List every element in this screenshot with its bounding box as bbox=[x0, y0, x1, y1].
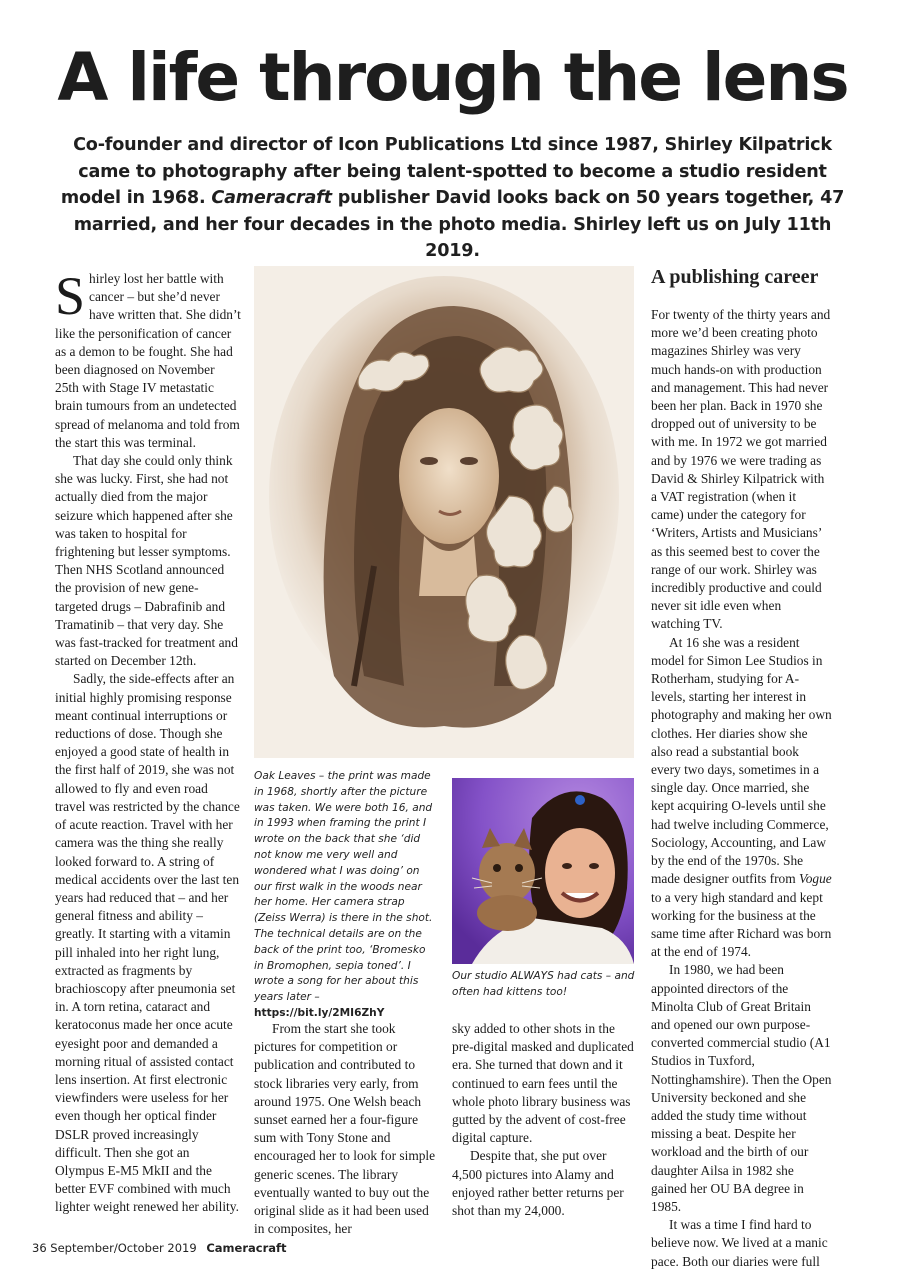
paragraph: Despite that, she put over 4,500 pictures into Alamy and enjoyed rather better returns per shot than my 24,000. bbox=[452, 1148, 624, 1219]
standfirst-text-1: Co-founder and director of Icon Publications Ltd since 1987, Shirley Kilpatrick came to photography after being talent-spotted to become a studio resident model in 1968. bbox=[60, 135, 832, 208]
article-column-3 bbox=[452, 1020, 635, 1220]
paragraph-text: At 16 she was a resident model for Simon Lee Studios in Rotherham, studying for A-levels, starting her interest in photography and making her own clothes. Her diaries show she also read a substantial book every two days, sometimes in a single day. Once married, she kept acquiring O-levels until she had twelve including Commerce, Sociology, Accounting, and Law by the end of the 1970s. She made designer outfits from bbox=[651, 634, 832, 887]
article-column-2 bbox=[254, 1020, 437, 1238]
page-number: 36 bbox=[32, 1241, 47, 1255]
paragraph: Sadly, the side-effects after an initial highly promising response meant continual interruptions or reductions of dose. Though she enjoyed a good state of health in the first half of 2019, she was not allowed to fly and even road travel was restricted by the chance of acute reaction. Travel with her camera was the thing she really looked forward to. A string of medical accidents over the last ten years had reduced that – and her general fitness and ability – greatly. It starting with a vitamin pill inhaled into her right lung, extracted as fragments by brachioscopy after pneumonia set in. A torn retina, cataract and keratoconus made her once acute eyesight poor and demanded a morning ritual of assisted contact lens insertion. At first electronic viewfinders were useless for her even though her optical finder DSLR proved increasingly difficult. Then she got an Olympus E-M5 MkII and the better EVF combined with much lighter weight renewed her ability. bbox=[55, 671, 240, 1215]
portrait-photo-oak-leaves bbox=[254, 266, 634, 758]
paragraph-text: hirley lost her battle with cancer – but she’d never have written that. She didn’t like the personification of cancer as a demon to be fought. She had been diagnosed on November 25th with Stage IV metastatic brain tumours from an undetected spread of melanoma and told from the start this was terminal. bbox=[55, 271, 241, 450]
drop-cap: S bbox=[55, 266, 86, 326]
standfirst bbox=[50, 132, 855, 265]
paragraph-text: to a very high standard and kept working for the business at the same time after Richard was born at the end of 1974. bbox=[651, 889, 832, 960]
paragraph: sky added to other shots in the pre-digital masked and duplicated era. She turned that down and it continued to earn fees until the whole photo library business was gutted by the advent of cost-free digital capture. bbox=[452, 1021, 634, 1146]
section-subhead: A publishing career bbox=[651, 266, 819, 288]
paragraph: It was a time I find hard to believe now. We lived at a manic pace. Both our diaries were full bbox=[651, 1217, 828, 1269]
paragraph: For twenty of the thirty years and more we’d been creating photo magazines Shirley was very much hands-on with production and management. This had never been her plan. Back in 1970 she dropped out of university to be with me. In 1972 we got married and by 1976 we were trading as David & Shirley Kilpatrick with a VAT registration (when it came) under the category for ‘Writers, Artists and Musicians’ as this seemed best to cover the range of our work. Shirley was incredibly productive and could never sit idle even when watching TV. bbox=[651, 307, 831, 632]
standfirst-magazine-name: Cameracraft bbox=[211, 188, 332, 208]
headline: A life through the lens bbox=[57, 39, 848, 116]
paragraph: In 1980, we had been appointed directors of the Minolta Club of Great Britain and opened our own purpose-converted commercial studio (A1 Studios in Tuxford, Nottinghamshire). Then the Open University beckoned and she added the study time without missing a beat. Despite her workload and the birth of our daughter Ailsa in 1982 she gained her OU BA degree in 1985. bbox=[651, 962, 832, 1214]
page-footer bbox=[32, 1241, 287, 1255]
portrait-illustration bbox=[254, 266, 634, 758]
article-column-1 bbox=[55, 266, 241, 1217]
paragraph: That day she could only think she was lucky. First, she had not actually died from the major seizure which happened after she was taken to hospital for frightening but lesser symptoms. Then NHS Scotland announced the provision of new gene-targeted drugs – Dabrafinib and Tramatinib – that very day. She was fast-tracked for treatment and started on December 12th. bbox=[55, 453, 238, 669]
photo-caption-cat: Our studio ALWAYS had cats – and often had kittens too! bbox=[452, 970, 635, 998]
paragraph bbox=[55, 266, 241, 452]
caption-text: Oak Leaves – the print was made in 1968, shortly after the picture was taken. We were both 16, and in 1993 when framing the print I wrote on the back that she ‘did not know me very well and wondered what I was doing’ on our first walk in the woods near her home. Her camera strap (Zeiss Werra) is there in the shot. The technical details are on the back of the print too, ‘Bromesko in Bromophen, sepia toned’. I wrote a song for her about this years later – bbox=[254, 770, 433, 1004]
photo-woman-with-kitten bbox=[452, 778, 634, 964]
paragraph bbox=[651, 634, 832, 962]
issue-date: September/October 2019 bbox=[50, 1241, 197, 1255]
paragraph: From the start she took pictures for competition or publication and contributed to stock libraries very early, from around 1975. One Welsh beach sunset earned her a four-figure sum with Tony Stone and encouraged her to look for simple generic scenes. The library eventually wanted to buy out the original slide as it had been used in composites, her bbox=[254, 1021, 436, 1237]
standfirst-text-2: publisher David looks back on 50 years together, 47 married, and her four decades in the photo media. Shirley left us on July 11th 2019. bbox=[73, 188, 845, 261]
cat-photo-illustration bbox=[452, 778, 634, 964]
magazine-name: Cameracraft bbox=[206, 1241, 287, 1255]
article-column-4 bbox=[651, 306, 832, 1271]
vogue-title: Vogue bbox=[799, 871, 832, 887]
photo-caption-main bbox=[254, 769, 438, 1022]
caption-link[interactable]: https://bit.ly/2MI6ZhY bbox=[254, 1006, 385, 1019]
